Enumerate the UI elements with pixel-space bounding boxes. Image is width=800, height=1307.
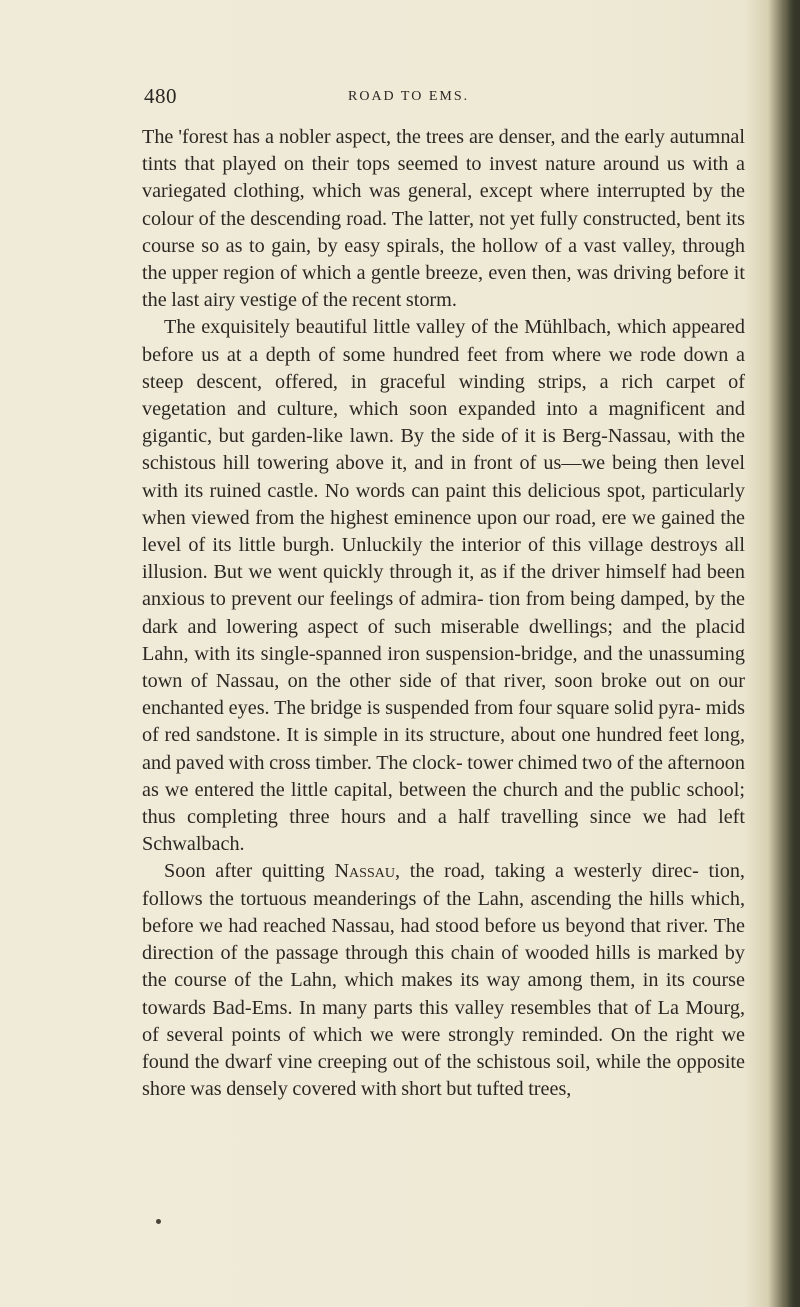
paragraph-3-rest: , the road, taking a westerly direc- tion, follows the tortuous meanderings of the Lahn, ascending the hills which, before we had reached Nassau, had stood before us beyond that river. The direction of the passage through this chain of wooded hills is marked by the course of the Lahn, which makes its way among them, in its course towards Bad-Ems. In many parts this valley resembles that of La Mourg, of several points of which we were strongly reminded. On the right we found the dwarf vine creeping out of the schistous soil, while the opposite shore was densely covered with short but tufted trees,	[142, 860, 745, 1101]
paragraph-3-smallcaps: Nassau	[334, 860, 395, 883]
ink-speck	[156, 1219, 161, 1224]
paragraph-2	[142, 314, 745, 858]
paragraph-1: The 'forest has a nobler aspect, the trees are denser, and the early autumnal tints that played on their tops seemed to invest nature around us with a variegated clothing, which was general, except where interrupted by the colour of the descending road. The latter, not yet fully constructed, bent its course so as to gain, by easy spirals, the hollow of a vast valley, through the upper region of which a gentle breeze, even then, was driving before it the last airy vestige of the recent storm.	[142, 126, 745, 312]
page-edge-shadow	[786, 0, 800, 1307]
paragraph-2-text: The exquisitely beautiful little valley of the Mühlbach, which appeared before us at a depth of some hundred feet from where we rode down a steep descent, offered, in graceful winding strips, a rich carpet of vegetation and culture, which soon expanded into a magnificent and gigantic, but garden-like lawn. By the side of it is Berg-Nassau, with the schistous hill towering above it, and in front of us—we being then level with its ruined castle. No words can paint this delicious spot, particularly when viewed from the highest eminence upon our road, ere we gained the level of its little burgh. Unluckily the interior of this village destroys all illusion. But we went quickly through it, as if the driver himself had been anxious to prevent our feelings of admira- tion from being damped, by the dark and lowering aspect of such miserable dwellings; and the placid Lahn, with its single-spanned iron suspension-bridge, and the unassuming town of Nassau, on the other side of that river, soon broke out on our enchanted eyes. The bridge is suspended from four square solid pyra- mids of red sandstone. It is simple in its structure, about one hundred feet long, and paved with cross timber. The clock- tower chimed two of the afternoon as we entered the little capital, between the church and the public school; thus completing three hours and a half travelling since we had left Schwalbach.	[142, 316, 745, 856]
paragraph-3-start: Soon after quitting	[164, 860, 335, 883]
page-number: 480	[144, 84, 177, 108]
page-header	[144, 84, 744, 114]
paragraph-3	[142, 858, 745, 1103]
body-text	[142, 124, 745, 1103]
running-head: ROAD TO EMS.	[348, 89, 470, 104]
